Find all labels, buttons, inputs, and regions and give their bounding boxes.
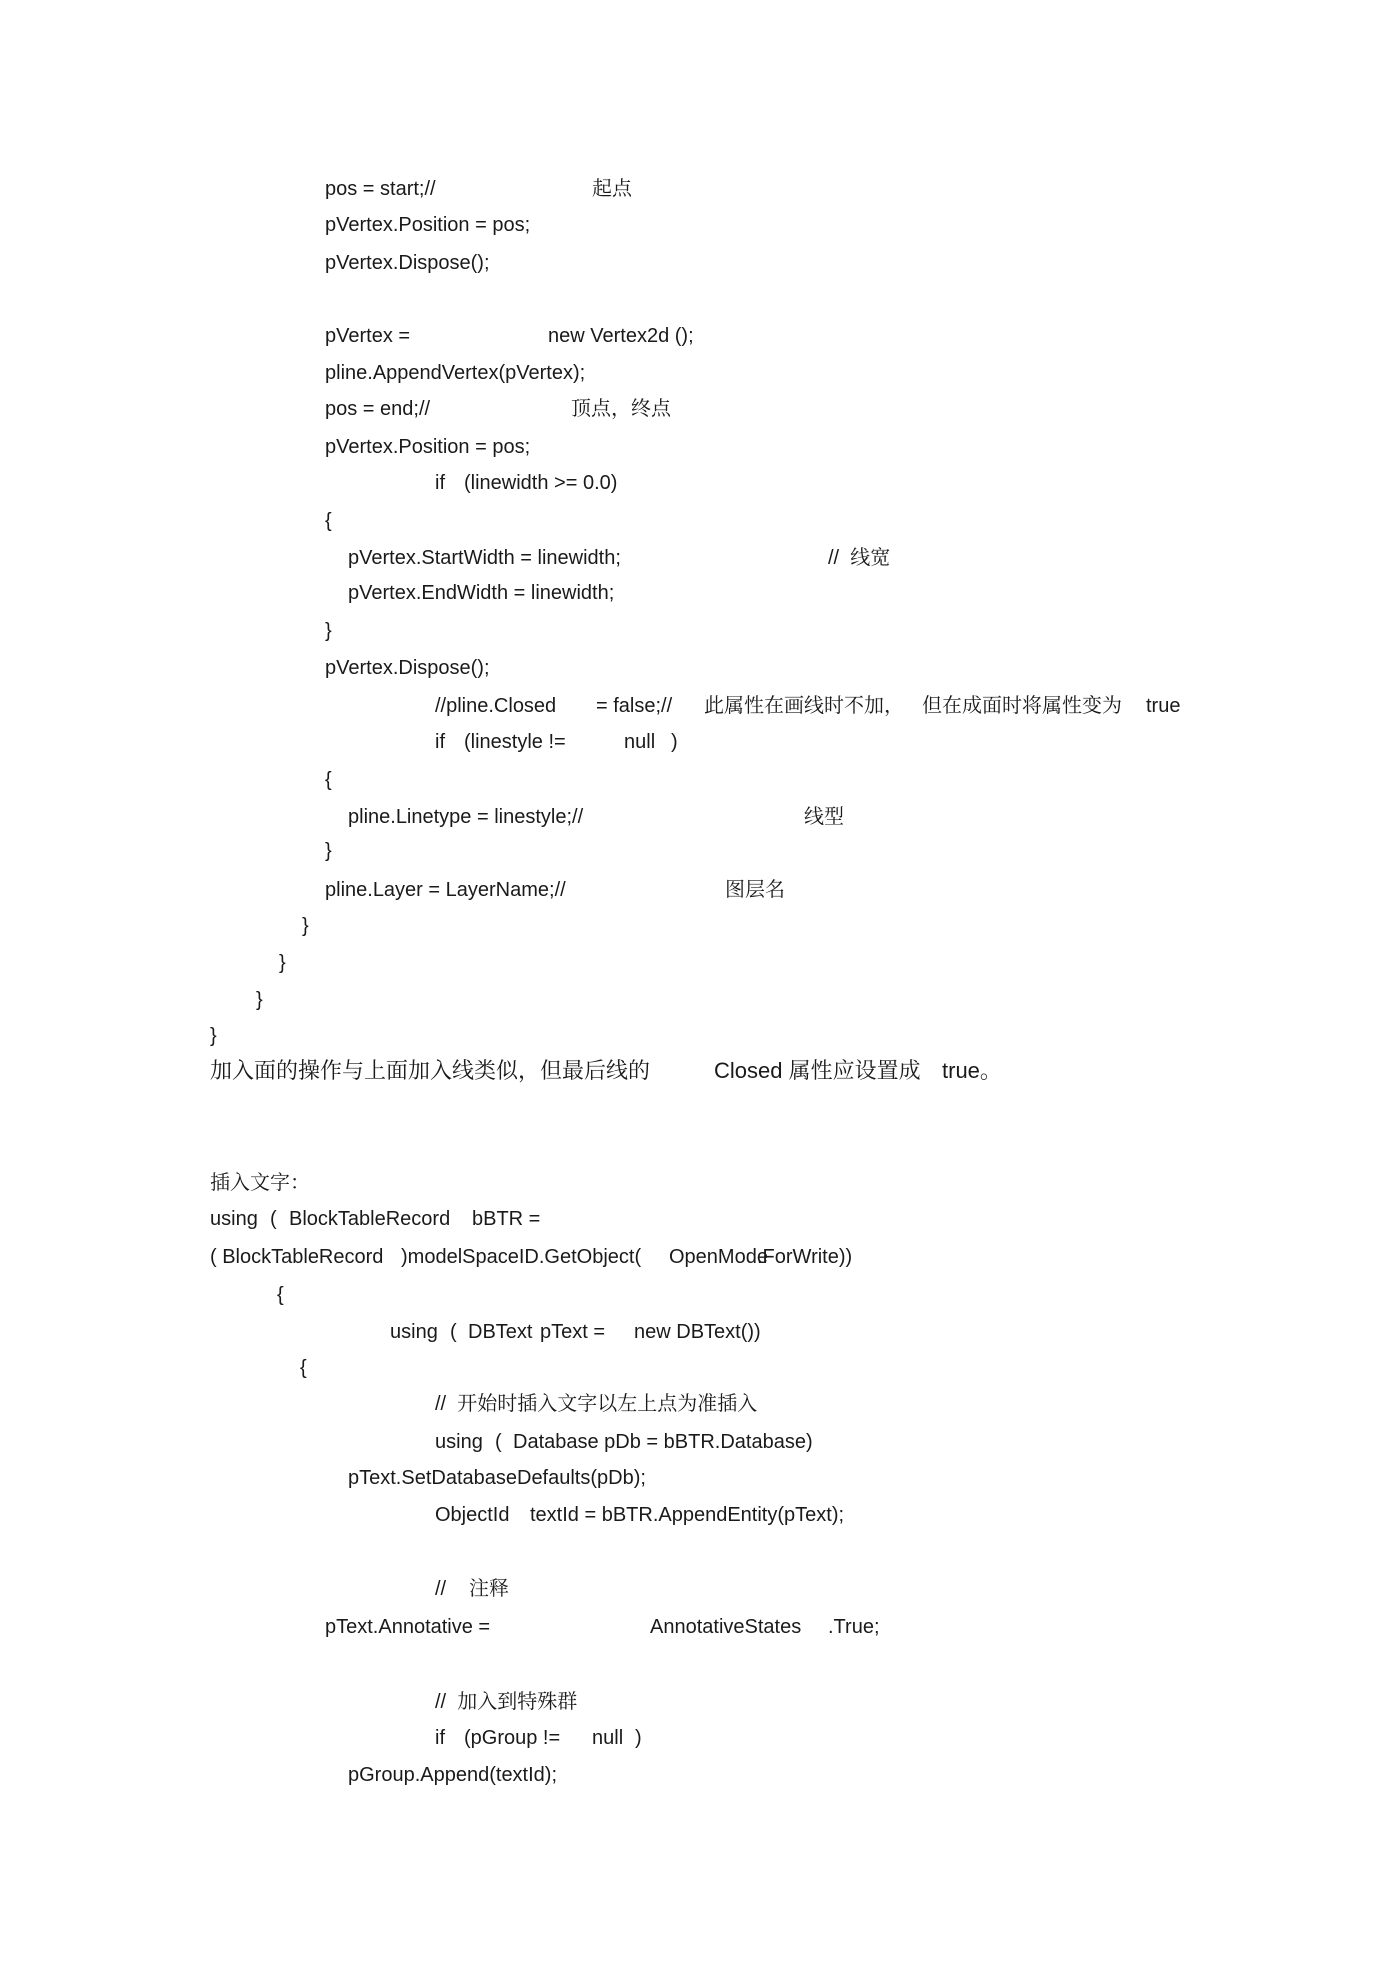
code-line: pText.SetDatabaseDefaults(pDb); (348, 1467, 646, 1489)
code-line: pVertex.Dispose(); (325, 657, 490, 679)
code-brace: { (300, 1357, 307, 1379)
code-type: DBText (468, 1321, 533, 1343)
code-line: pVertex.EndWidth = linewidth; (348, 582, 615, 604)
code-line: pText.Annotative = (325, 1616, 491, 1638)
code-keyword: using (210, 1208, 258, 1230)
code-line: pVertex.Position = pos; (325, 214, 531, 236)
code-line: pline.Linetype = linestyle;// (348, 806, 584, 828)
code-line: (linestyle != (464, 731, 566, 753)
code-comment: 顶点，终点 (571, 398, 671, 420)
code-brace: } (256, 989, 263, 1011)
code-brace: } (325, 840, 332, 862)
code-line: (linewidth >= 0.0) (464, 472, 618, 494)
code-line: )modelSpaceID.GetObject( (401, 1246, 642, 1268)
code-line: pVertex = (325, 325, 411, 347)
code-line: pVertex.Position = pos; (325, 436, 531, 458)
code-brace: } (325, 620, 332, 642)
paragraph-text: true。 (942, 1058, 1002, 1083)
code-line: ) (671, 731, 678, 753)
code-line: pline.AppendVertex(pVertex); (325, 362, 586, 384)
code-line: (pGroup != (464, 1727, 561, 1749)
code-keyword: using (435, 1431, 483, 1453)
code-line: Database pDb = bBTR.Database) (513, 1431, 813, 1453)
code-keyword: null (592, 1727, 624, 1749)
code-line: textId = bBTR.AppendEntity(pText); (530, 1504, 845, 1526)
code-type: OpenMode (669, 1246, 768, 1268)
code-line: bBTR = (472, 1208, 541, 1230)
code-type: BlockTableRecord (289, 1208, 451, 1230)
code-line: ( (450, 1321, 457, 1343)
code-line: ( (495, 1431, 502, 1453)
code-line: new DBText()) (634, 1321, 761, 1343)
code-brace: { (277, 1284, 284, 1306)
code-line: pos = end;// (325, 398, 431, 420)
code-line: pline.Layer = LayerName;// (325, 879, 566, 901)
code-comment: //pline.Closed (435, 695, 557, 717)
code-line: pVertex.StartWidth = linewidth; (348, 547, 621, 569)
paragraph-text: Closed 属性应设置成 (714, 1058, 921, 1083)
code-comment: 注释 (469, 1578, 509, 1600)
code-comment: // 加入到特殊群 (435, 1691, 578, 1713)
code-comment: // 开始时插入文字以左上点为准插入 (435, 1393, 758, 1415)
code-comment: 起点 (592, 178, 632, 200)
code-type: ObjectId (435, 1504, 510, 1526)
code-comment: 但在成面时将属性变为 (922, 695, 1122, 717)
code-line: ) (635, 1727, 642, 1749)
code-line: .ForWrite)) (757, 1246, 853, 1268)
code-line: pos = start;// (325, 178, 436, 200)
code-keyword: null (624, 731, 656, 753)
code-type: AnnotativeStates (650, 1616, 802, 1638)
code-comment: true (1146, 695, 1181, 717)
code-brace: } (302, 915, 309, 937)
code-line: pVertex.Dispose(); (325, 252, 490, 274)
code-brace: } (279, 952, 286, 974)
code-keyword: if (435, 1727, 445, 1749)
code-brace: } (210, 1025, 217, 1047)
code-comment: 线型 (804, 806, 844, 828)
paragraph-text: 加入面的操作与上面加入线类似，但最后线的 (210, 1058, 651, 1083)
code-type: ( BlockTableRecord (210, 1246, 384, 1268)
code-keyword: if (435, 472, 445, 494)
code-comment: // 线宽 (828, 547, 891, 569)
code-keyword: using (390, 1321, 438, 1343)
code-comment: 此属性在画线时不加， (704, 695, 904, 717)
code-line: .True; (828, 1616, 880, 1638)
code-brace: { (325, 769, 332, 791)
code-keyword: if (435, 731, 445, 753)
code-comment: 图层名 (725, 879, 785, 901)
code-comment: // (435, 1578, 447, 1600)
code-brace: { (325, 510, 332, 532)
code-line: new Vertex2d (); (548, 325, 694, 347)
code-line: pGroup.Append(textId); (348, 1764, 558, 1786)
code-line: pText = (540, 1321, 606, 1343)
code-line: ( (270, 1208, 277, 1230)
code-comment: = false;// (596, 695, 673, 717)
section-heading: 插入文字： (210, 1172, 310, 1194)
